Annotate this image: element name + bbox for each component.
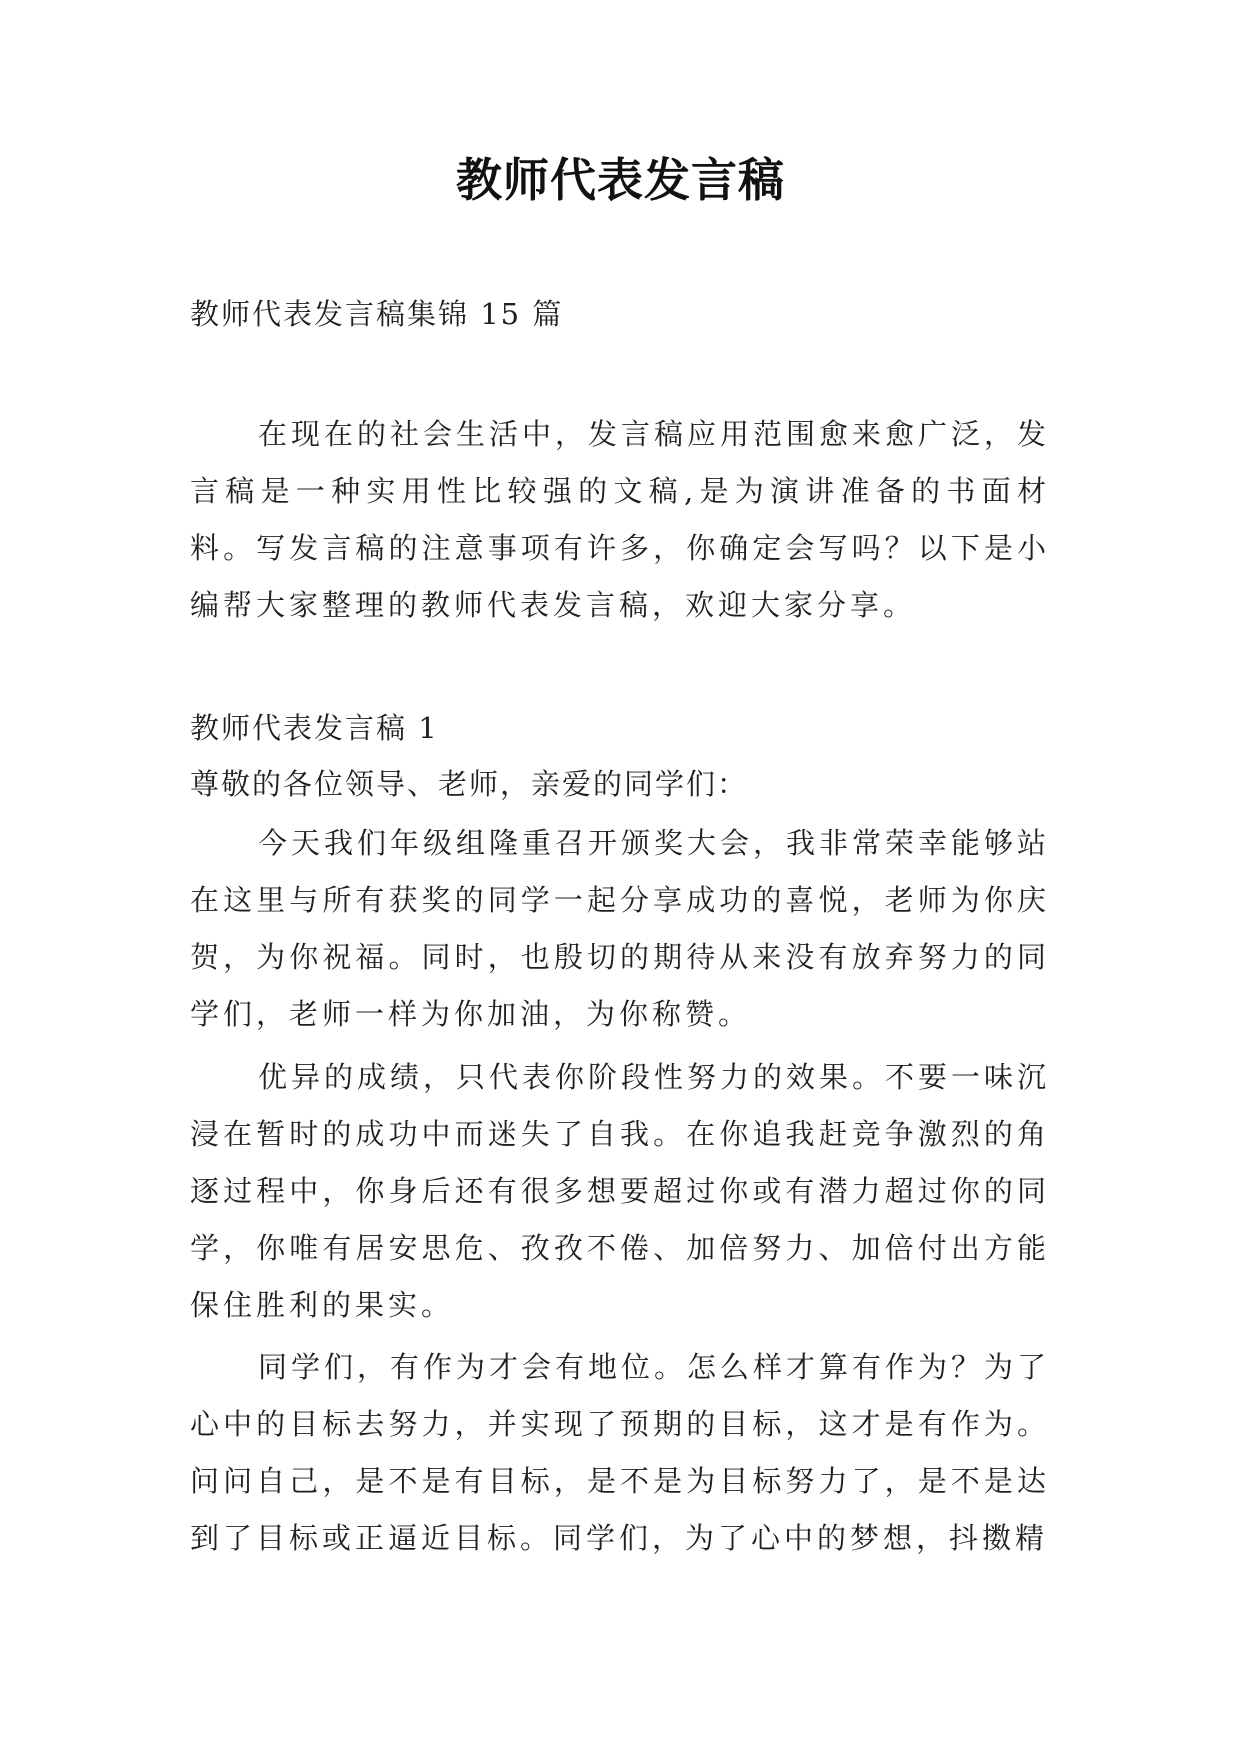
intro-paragraph: 在现在的社会生活中，发言稿应用范围愈来愈广泛，发言稿是一种实用性比较强的文稿,是为演讲准备的书面材料。写发言稿的注意事项有许多，你确定会写吗？以下是小编帮大家整理的教师代表发言稿，欢迎大家分享。: [190, 417, 1051, 622]
document-title: 教师代表发言稿: [456, 153, 785, 207]
body-paragraph: 优异的成绩，只代表你阶段性努力的效果。不要一味沉浸在暂时的成功中而迷失了自我。在你追我赶竞争激烈的角逐过程中，你身后还有很多想要超过你或有潜力超过你的同学，你唯有居安思危、孜孜不倦、加倍努力、加倍付出方能保住胜利的果实。: [190, 1060, 1051, 1322]
document-subtitle: 教师代表发言稿集锦 15 篇: [190, 297, 564, 331]
section-heading: 教师代表发言稿 1: [190, 711, 439, 745]
body-paragraph: 今天我们年级组隆重召开颁奖大会，我非常荣幸能够站在这里与所有获奖的同学一起分享成功的喜悦，老师为你庆贺，为你祝福。同时，也殷切的期待从来没有放弃努力的同学们，老师一样为你加油，为你称赞。: [190, 826, 1051, 1031]
salutation: 尊敬的各位领导、老师，亲爱的同学们：: [190, 767, 749, 801]
body-paragraph: 同学们，有作为才会有地位。怎么样才算有作为？为了心中的目标去努力，并实现了预期的目标，这才是有作为。问问自己，是不是有目标，是不是为目标努力了，是不是达到了目标或正逼近目标。同学们，为了心中的梦想，抖擞精: [190, 1350, 1051, 1555]
